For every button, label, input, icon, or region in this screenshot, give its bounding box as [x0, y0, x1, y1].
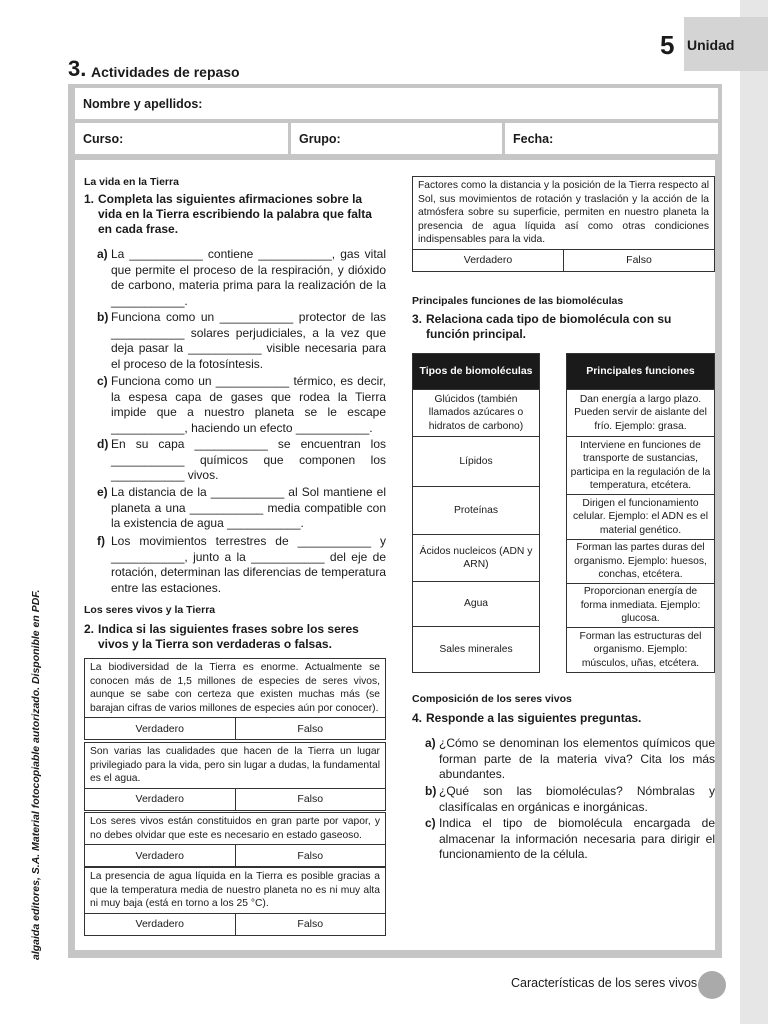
item-text: Indica el tipo de biomolécula encargada de almacenar la información necesaria para dirigir el funcionamiento de la célula.	[439, 816, 715, 861]
part1-item-e[interactable]	[97, 485, 386, 532]
part4-subhead: Composición de los seres vivos	[412, 693, 572, 705]
page-edge	[740, 0, 768, 1024]
types-table	[412, 353, 540, 673]
part1-question	[84, 192, 387, 237]
part1-number: 1.	[84, 192, 95, 206]
part4-number: 4.	[412, 711, 423, 725]
statement-text: La presencia de agua líquida en la Tierra es posible gracias a que la temperatura media de nuestro planeta no es ni muy alta ni muy baja (está en torno a los 25 °C).	[90, 871, 380, 909]
statement-box-2	[84, 742, 386, 811]
function-cell[interactable]: Forman las partes duras del organismo. Ejemplo: huesos, conchas, etcétera.	[567, 539, 714, 583]
types-header: Tipos de biomoléculas	[413, 354, 539, 389]
true-option[interactable]: Verdadero	[135, 918, 184, 930]
item-label: c)	[425, 816, 436, 830]
item-label: b)	[425, 784, 437, 798]
item-label: f)	[97, 534, 105, 548]
function-cell[interactable]: Forman las estructuras del organismo. Ejemplo: músculos, uñas, etcétera.	[567, 627, 714, 672]
section-number: 3.	[68, 56, 87, 81]
false-option[interactable]: Falso	[235, 914, 386, 935]
part1-item-c[interactable]	[97, 374, 386, 436]
statement-text: Los seres vivos están constituidos en gran parte por vapor, y no debes olvidar que este es necesario en estado gaseoso.	[90, 816, 380, 841]
statement-text: Son varias las cualidades que hacen de la Tierra un lugar privilegiado para la vida, pero sin lugar a dudas, la fundamental es el agua.	[90, 746, 380, 784]
page-marker	[698, 971, 726, 999]
part3-subhead: Principales funciones de las biomoléculas	[412, 295, 624, 307]
item-label: a)	[97, 247, 108, 261]
function-cell[interactable]: Dan energía a largo plazo. Pueden servir de aislante del frío. Ejemplo: grasa.	[567, 389, 714, 436]
type-cell[interactable]: Glúcidos (también llamados azúcares o hidratos de carbono)	[413, 389, 539, 436]
true-option[interactable]: Verdadero	[135, 793, 184, 805]
group-label: Grupo:	[299, 131, 341, 146]
name-field[interactable]	[75, 88, 718, 119]
false-option[interactable]: Falso	[235, 718, 386, 739]
item-label: e)	[97, 485, 108, 499]
item-label: c)	[97, 374, 108, 388]
part4-item-a[interactable]	[425, 736, 715, 783]
part2-question	[84, 622, 387, 652]
part1-item-f[interactable]	[97, 534, 386, 596]
function-cell[interactable]: Dirigen el funcionamiento celular. Ejemplo: el ADN es el material genético.	[567, 494, 714, 539]
item-label: b)	[97, 310, 109, 324]
part2-subhead: Los seres vivos y la Tierra	[84, 604, 216, 616]
true-option[interactable]: Verdadero	[135, 849, 184, 862]
part1-question-text: Completa las siguientes afirmaciones sobre la vida en la Tierra escribiendo la palabra que falta en cada frase.	[98, 192, 372, 236]
item-text: La distancia de la ___________ al Sol mantiene el planeta a una ___________ media compatible con la existencia de agua ___________.	[111, 485, 386, 530]
type-cell[interactable]: Lípidos	[413, 436, 539, 486]
type-cell[interactable]: Ácidos nucleicos (ADN y ARN)	[413, 534, 539, 581]
statement-text: La biodiversidad de la Tierra es enorme. Actualmente se conocen más de 1,5 millones de especies de seres vivos, aunque se sabe con certeza que existen muchas más (se barajan cifras de varios millones de especies aún por conocer).	[90, 662, 380, 714]
type-cell[interactable]: Sales minerales	[413, 626, 539, 672]
name-label: Nombre y apellidos:	[83, 96, 203, 111]
course-label: Curso:	[83, 131, 124, 146]
part2-question-text: Indica si las siguientes frases sobre los seres vivos y la Tierra son verdaderas o falsas.	[98, 622, 359, 651]
part1-subhead: La vida en la Tierra	[84, 176, 179, 188]
item-label: a)	[425, 736, 436, 750]
false-option[interactable]: Falso	[235, 845, 386, 866]
copyright-note: algaida editores, S.A. Material fotocopiable autorizado. Disponible en PDF.	[30, 589, 42, 960]
type-cell[interactable]: Proteínas	[413, 486, 539, 534]
item-text: ¿Cómo se denominan los elementos químicos que forman parte de la materia viva? Cita los más abundantes.	[439, 736, 715, 781]
footer-title: Características de los seres vivos	[511, 976, 698, 990]
course-field[interactable]	[75, 123, 288, 154]
part4-item-c[interactable]	[425, 816, 715, 863]
functions-header: Principales funciones	[567, 354, 714, 389]
true-option[interactable]: Verdadero	[463, 254, 513, 266]
statement-box-4	[84, 867, 386, 936]
part4-question-text: Responde a las siguientes preguntas.	[426, 711, 642, 725]
false-option[interactable]: Falso	[235, 789, 386, 810]
part3-number: 3.	[412, 312, 423, 326]
group-field[interactable]	[291, 123, 502, 154]
function-cell[interactable]: Proporcionan energía de forma inmediata. Ejemplo: glucosa.	[567, 583, 714, 627]
part1-item-b[interactable]	[97, 310, 386, 372]
part3-question	[412, 312, 715, 342]
part1-item-d[interactable]	[97, 437, 386, 484]
item-text: ¿Qué son las biomoléculas? Nómbralas y clasifícalas en orgánicas e inorgánicas.	[439, 784, 715, 814]
item-text: Funciona como un ___________ térmico, es decir, la espesa capa de gases que rodea la Tierra impide que a nuestro planeta se le escape ___________, haciendo un efecto ___________.	[111, 374, 386, 435]
part3-question-text: Relaciona cada tipo de biomolécula con su función principal.	[426, 312, 672, 341]
statement-box-1	[84, 658, 386, 740]
true-option[interactable]: Verdadero	[135, 722, 184, 735]
item-label: d)	[97, 437, 109, 451]
unit-label: Unidad	[687, 37, 735, 53]
date-label: Fecha:	[513, 131, 554, 146]
false-option[interactable]: Falso	[563, 250, 714, 271]
functions-table	[566, 353, 715, 673]
item-text: En su capa ___________ se encuentran los ___________ químicos que componen los ___________ vivos.	[111, 437, 386, 482]
section-title: Actividades de repaso	[91, 64, 240, 80]
part4-item-b[interactable]	[425, 784, 715, 815]
unit-number: 5	[660, 30, 675, 60]
statement-box-5	[412, 176, 715, 272]
statement-box-3	[84, 812, 386, 867]
type-cell[interactable]: Agua	[413, 581, 539, 626]
part2-number: 2.	[84, 622, 95, 636]
item-text: Funciona como un ___________ protector de las ___________ solares perjudiciales, a la vez que deja pasar la ___________ visible necesaria para el proceso de la fotosíntesis.	[111, 310, 386, 371]
date-field[interactable]	[505, 123, 718, 154]
item-text: Los movimientos terrestres de ___________ y ___________, junto a la ___________ del eje de rotación, determinan las diferencias de temperatura entre las estaciones.	[111, 534, 386, 595]
part4-question	[412, 711, 715, 726]
statement-text: Factores como la distancia y la posición de la Tierra respecto al Sol, sus movimientos de rotación y traslación y la acción de la atmósfera sobre su superficie, permiten en nuestro planeta la presencia de agua líquida así como otras condiciones indispensables para la vida.	[418, 180, 709, 245]
item-text: La ___________ contiene ___________, gas vital que permite el proceso de la respiración, y dióxido de carbono, materia prima para la realización de la ___________.	[111, 247, 386, 308]
part1-item-a[interactable]	[97, 247, 386, 309]
function-cell[interactable]: Interviene en funciones de transporte de sustancias, participa en la regulación de la temperatura, etcétera.	[567, 436, 714, 494]
